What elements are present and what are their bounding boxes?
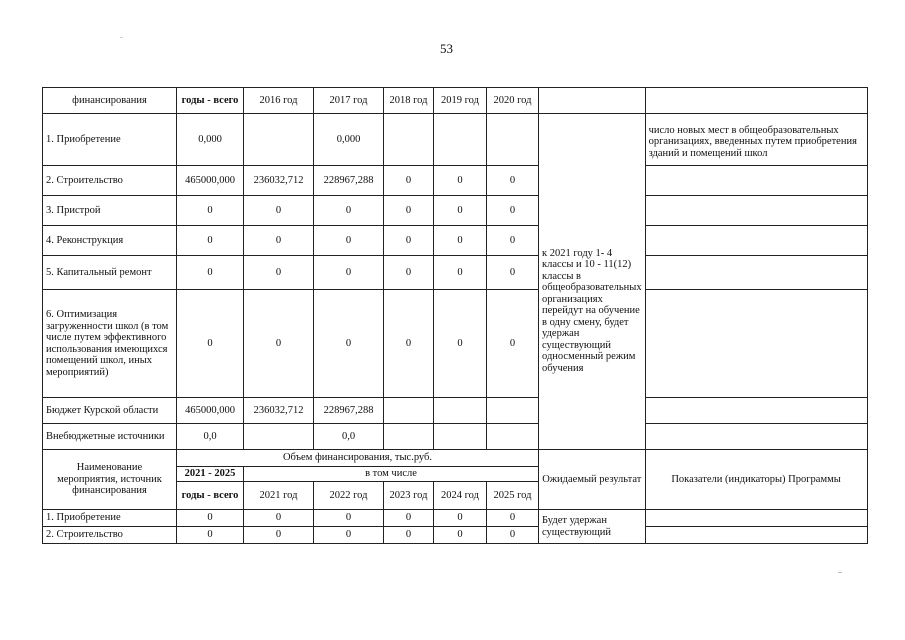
header-2023: 2023 год (384, 482, 434, 510)
header-period: 2021 - 2025 (177, 467, 244, 482)
cell-2016: 0 (244, 256, 314, 290)
cell-2020: 0 (487, 166, 539, 196)
cell-2018: 0 (384, 196, 434, 226)
cell-2017: 228967,288 (314, 398, 384, 424)
cell-2018: 0 (384, 166, 434, 196)
header-2024: 2024 год (434, 482, 487, 510)
cell-2017: 0 (314, 196, 384, 226)
indicator-cell-empty (645, 527, 867, 544)
row-label: 4. Реконструкция (43, 226, 177, 256)
table-row (43, 226, 868, 256)
cell-2017: 0,000 (314, 114, 384, 166)
header-2019: 2019 год (434, 88, 487, 114)
row-label: Внебюджетные источники (43, 424, 177, 450)
cell-2016: 236032,712 (244, 398, 314, 424)
cell-2017: 228967,288 (314, 166, 384, 196)
cell-2019: 0 (434, 196, 487, 226)
expected-result-cell: к 2021 году 1- 4 классы и 10 - 11(12) классы в общеобразовательных организациях перейдут на обучение в одну смену, будет удержан существующий односменный режим обучения (539, 114, 646, 450)
cell-total: 0 (177, 290, 244, 398)
header-indicators: Показатели (индикаторы) Программы (645, 450, 867, 510)
cell-2019: 0 (434, 290, 487, 398)
table-row (43, 398, 868, 424)
cell-2024: 0 (434, 510, 487, 527)
row-label: 6. Оптимизация загруженности школ (в том числе путем эффективного использования имеющихся помещений школ, иных мероприятий) (43, 290, 177, 398)
cell-2020 (487, 424, 539, 450)
cell-total: 465000,000 (177, 398, 244, 424)
indicator-cell-empty (645, 510, 867, 527)
header-total: годы - всего (177, 482, 244, 510)
cell-2019: 0 (434, 256, 487, 290)
cell-total: 0,0 (177, 424, 244, 450)
cell-2019 (434, 424, 487, 450)
cell-2018 (384, 424, 434, 450)
row-label: 1. Приобретение (43, 510, 177, 527)
indicator-cell-empty (645, 226, 867, 256)
table-row (43, 114, 868, 166)
cell-2017: 0 (314, 256, 384, 290)
table-row (43, 196, 868, 226)
indicator-cell-empty (645, 290, 867, 398)
top-header-row (43, 88, 868, 114)
indicator-cell: число новых мест в общеобразовательных организациях, введенных путем приобретения зданий и помещений школ (645, 114, 867, 166)
cell-2024: 0 (434, 527, 487, 544)
cell-2020: 0 (487, 290, 539, 398)
row-label: Бюджет Курской области (43, 398, 177, 424)
cell-2016 (244, 424, 314, 450)
cell-2019: 0 (434, 166, 487, 196)
cell-2025: 0 (487, 510, 539, 527)
cell-2016: 0 (244, 226, 314, 256)
cell-total: 0 (177, 196, 244, 226)
cell-2019 (434, 398, 487, 424)
row-label: 3. Пристрой (43, 196, 177, 226)
table-row (43, 527, 868, 544)
cell-2018: 0 (384, 256, 434, 290)
indicator-cell-empty (645, 424, 867, 450)
cell-2016: 0 (244, 290, 314, 398)
cell-2018: 0 (384, 290, 434, 398)
table-row (43, 510, 868, 527)
cell-2018 (384, 114, 434, 166)
cell-2019 (434, 114, 487, 166)
cell-2021: 0 (244, 510, 314, 527)
cell-2020 (487, 398, 539, 424)
header-including: в том числе (244, 467, 539, 482)
cell-2020: 0 (487, 256, 539, 290)
cell-2022: 0 (314, 527, 384, 544)
header-2016: 2016 год (244, 88, 314, 114)
cell-2022: 0 (314, 510, 384, 527)
cell-2023: 0 (384, 510, 434, 527)
cell-2025: 0 (487, 527, 539, 544)
header-indicator-empty (645, 88, 867, 114)
table-row (43, 166, 868, 196)
cell-total: 0 (177, 256, 244, 290)
indicator-cell-empty (645, 166, 867, 196)
expected-result-cell: Будет удержан существующий (539, 510, 646, 544)
table-row (43, 256, 868, 290)
row-label: 5. Капитальный ремонт (43, 256, 177, 290)
cell-2016: 0 (244, 196, 314, 226)
page-number: 53 (440, 41, 453, 56)
row-label: 2. Строительство (43, 166, 177, 196)
header-volume: Объем финансирования, тыс.руб. (177, 450, 539, 467)
cell-total: 0 (177, 510, 244, 527)
cell-2020: 0 (487, 196, 539, 226)
header-total: годы - всего (177, 88, 244, 114)
row-label: 2. Строительство (43, 527, 177, 544)
header-name: Наименование мероприятия, источник финансирования (43, 450, 177, 510)
header-expected-empty (539, 88, 646, 114)
cell-total: 0,000 (177, 114, 244, 166)
cell-2017: 0,0 (314, 424, 384, 450)
header-2025: 2025 год (487, 482, 539, 510)
cell-2016: 236032,712 (244, 166, 314, 196)
header-expected: Ожидаемый результат (539, 450, 646, 510)
cell-2016 (244, 114, 314, 166)
row-label: 1. Приобретение (43, 114, 177, 166)
cell-2020 (487, 114, 539, 166)
header-source: финансирования (43, 88, 177, 114)
cell-2023: 0 (384, 527, 434, 544)
cell-2020: 0 (487, 226, 539, 256)
cell-2019: 0 (434, 226, 487, 256)
header-2020: 2020 год (487, 88, 539, 114)
cell-2021: 0 (244, 527, 314, 544)
financing-table (42, 87, 868, 544)
cell-total: 465000,000 (177, 166, 244, 196)
cell-2017: 0 (314, 290, 384, 398)
cell-2018 (384, 398, 434, 424)
cell-2017: 0 (314, 226, 384, 256)
scan-artifact (838, 572, 842, 573)
header-2017: 2017 год (314, 88, 384, 114)
indicator-cell-empty (645, 196, 867, 226)
table-row (43, 424, 868, 450)
cell-2018: 0 (384, 226, 434, 256)
indicator-cell-empty (645, 256, 867, 290)
header-2021: 2021 год (244, 482, 314, 510)
table-row (43, 290, 868, 398)
header-2018: 2018 год (384, 88, 434, 114)
cell-total: 0 (177, 226, 244, 256)
scan-artifact (120, 37, 123, 38)
bottom-header-row (43, 450, 868, 467)
indicator-cell-empty (645, 398, 867, 424)
header-2022: 2022 год (314, 482, 384, 510)
cell-total: 0 (177, 527, 244, 544)
